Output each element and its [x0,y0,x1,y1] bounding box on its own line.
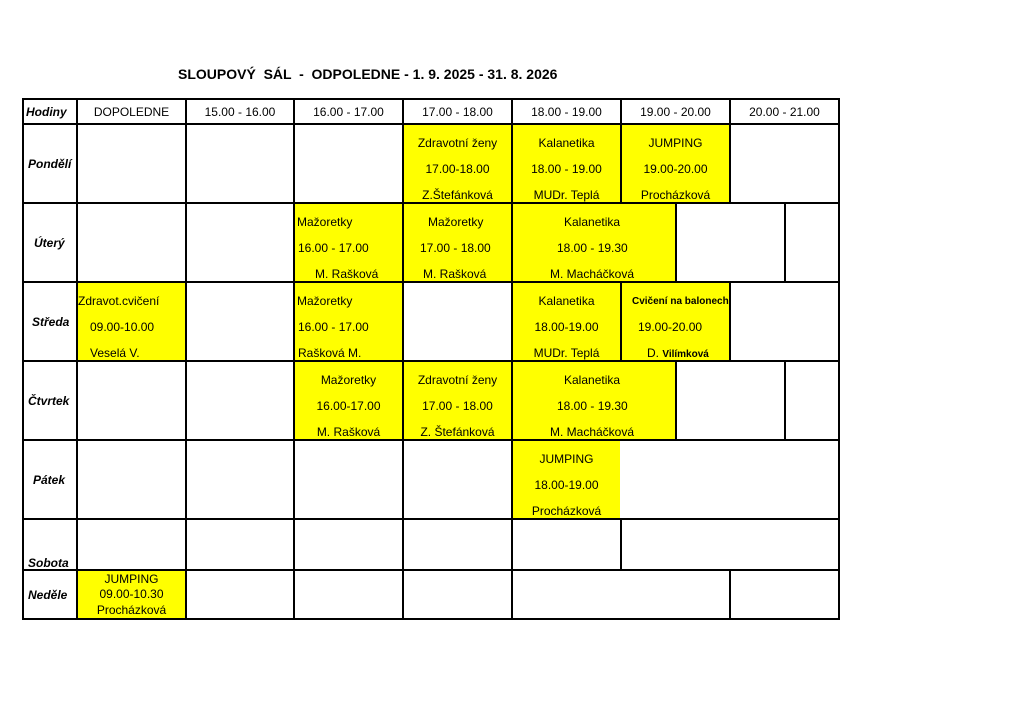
activity-time: 17.00 - 18.00 [420,241,491,255]
header-slot-17: 17.00 - 18.00 [422,104,493,119]
activity-time: 18.00 - 19.30 [557,241,628,255]
activity-name: Mažoretky [320,373,377,387]
activity-instructor: M. Rašková [423,267,487,281]
activity-time: 18.00 - 19.00 [531,162,602,176]
activity-name: Cvičení na balonech [632,296,729,307]
activity-name: Kalanetika [564,373,621,387]
day-label-wednesday: Středa [32,314,70,329]
schedule-table [22,98,840,620]
day-label-thursday: Čtvrtek [28,393,70,408]
col-line [620,518,622,569]
col-line [729,569,731,620]
activity-instructor: Procházková [640,188,711,202]
header-hours: Hodiny [26,104,67,119]
day-label-saturday: Sobota [28,556,69,570]
activity-time: 16.00 - 17.00 [298,320,369,334]
page-title: SLOUPOVÝ SÁL - ODPOLEDNE - 1. 9. 2025 - 31. 8. 2026 [178,66,558,82]
col-line [675,202,677,281]
activity-time: 18.00-19.00 [534,478,599,492]
activity-name: Zdravotní ženy [417,373,498,387]
row-line [22,123,840,125]
activity-name: Kalanetika [564,215,621,229]
activity-name: Mažoretky [297,294,353,308]
activity-instructor: Procházková [531,504,602,518]
activity-name: Mažoretky [428,215,484,229]
activity-instructor: M. Macháčková [550,425,635,439]
col-line [729,281,731,360]
col-line [838,98,840,620]
activity-instructor: MUDr. Teplá [533,188,600,202]
activity-time: 16.00 - 17.00 [298,241,369,255]
activity-instructor: M. Macháčková [550,267,635,281]
col-line [784,360,786,439]
row-line [22,360,840,362]
activity-instructor: MUDr. Teplá [533,346,600,360]
activity-instructor: Z. Štefánková [420,425,495,439]
row-line [22,518,840,520]
activity-name: Kalanetika [538,294,595,308]
activity-instructor: Z.Štefánková [422,188,493,202]
activity-instructor-surname: Vilímková [662,349,709,360]
col-line [402,98,404,620]
activity-time: 16.00-17.00 [316,399,381,413]
activity-instructor: M. Rašková [316,425,381,439]
day-label-tuesday: Úterý [34,235,65,250]
header-slot-15: 15.00 - 16.00 [204,104,276,119]
activity-time: 19.00-20.00 [643,162,708,176]
day-label-monday: Pondělí [28,156,72,171]
col-line [784,202,786,281]
header-morning: DOPOLEDNE [93,104,170,119]
activity-time: 09.00-10.30 [99,587,164,601]
activity-instructor: Veselá V. [90,346,140,360]
activity-instructor: Rašková M. [298,346,362,360]
header-slot-16: 16.00 - 17.00 [313,104,384,119]
activity-name: Kalanetika [538,136,595,150]
header-slot-20: 20.00 - 21.00 [749,104,820,119]
activity-name: JUMPING [539,452,594,466]
activity-instructor: Procházková [96,603,167,617]
activity-name: Mažoretky [297,215,353,229]
activity-name: Zdravotní ženy [417,136,498,150]
col-line [620,281,622,360]
activity-name: JUMPING [104,572,159,586]
col-line [185,98,187,620]
activity-name: Zdravot.cvičení [78,294,160,308]
activity-time: 19.00-20.00 [638,320,703,334]
row-line [22,439,840,441]
day-label-sunday: Neděle [28,587,68,602]
row-line [22,202,840,204]
col-line [76,98,78,620]
activity-instructor [647,346,709,360]
activity-name: JUMPING [648,136,703,150]
row-line [22,569,840,571]
row-line [22,281,840,283]
header-slot-18: 18.00 - 19.00 [531,104,602,119]
col-line [293,98,295,620]
activity-time: 18.00 - 19.30 [557,399,628,413]
activity-time: 09.00-10.00 [90,320,155,334]
header-slot-19: 19.00 - 20.00 [640,104,711,119]
activity-time: 17.00-18.00 [425,162,490,176]
row-line [22,618,840,620]
activity-time: 18.00-19.00 [534,320,599,334]
day-label-friday: Pátek [33,472,66,487]
activity-instructor-initial: D. [647,346,663,360]
activity-instructor: M. Rašková [315,267,379,281]
activity-time: 17.00 - 18.00 [422,399,493,413]
col-line [675,360,677,439]
